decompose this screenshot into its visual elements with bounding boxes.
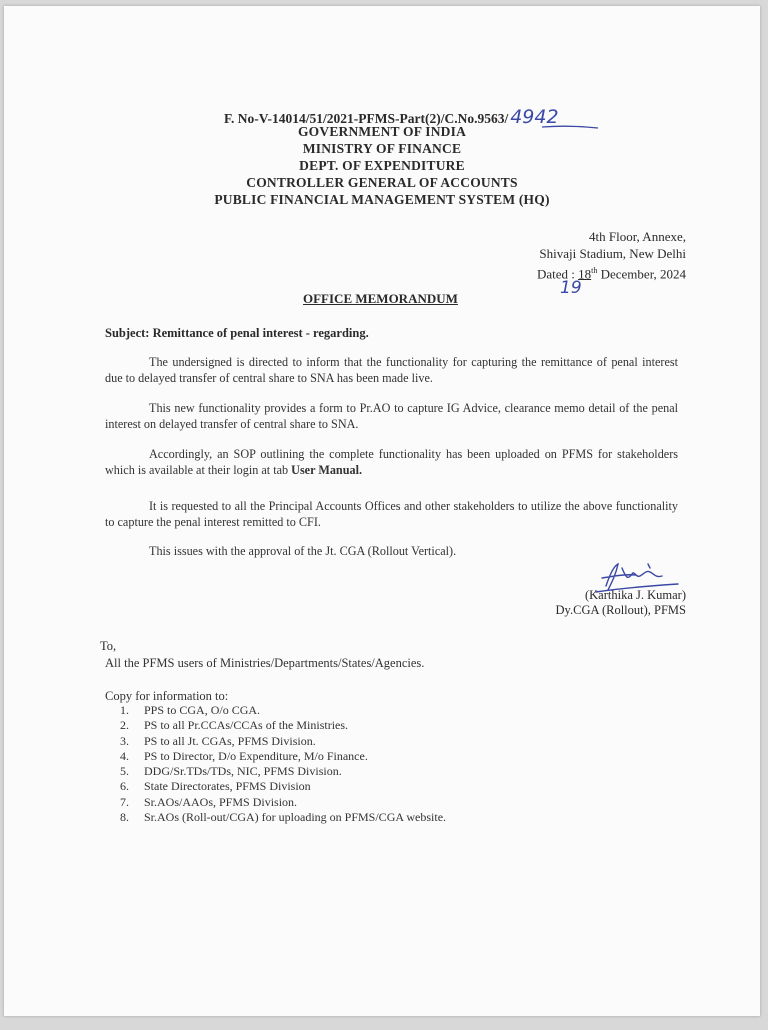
memorandum-page	[4, 6, 760, 1016]
dated-label: Dated :	[536, 266, 579, 282]
dated-day-suffix: th	[591, 266, 598, 275]
header-line-cga: CONTROLLER GENERAL OF ACCOUNTS	[246, 175, 518, 190]
document-title: OFFICE MEMORANDUM	[303, 291, 458, 306]
header-line-government: GOVERNMENT OF INDIA	[297, 124, 467, 139]
list-item-number: 2.	[120, 718, 129, 733]
file-reference-number: F. No-V-14014/51/2021-PFMS-Part(2)/C.No.9563/	[224, 111, 509, 126]
list-item	[120, 734, 446, 749]
list-item-text: PS to all Pr.CCAs/CCAs of the Ministries.	[144, 718, 349, 733]
paragraph-3-text: Accordingly, an SOP outlining the complete functionality has been uploaded on PFMS for stakeholders which is available at their login at tab	[105, 447, 678, 477]
list-item-number: 5.	[120, 764, 129, 779]
dated-day: 18	[578, 266, 592, 282]
header-line-pfms: PUBLIC FINANCIAL MANAGEMENT SYSTEM (HQ)	[214, 192, 550, 207]
list-item-number: 8.	[120, 810, 129, 825]
paragraph-2-text: This new functionality provides a form to Pr.AO to capture IG Advice, clearance memo detail of the penal interest on delayed transfer of central share to SNA.	[105, 401, 678, 431]
list-item-text: PPS to CGA, O/o CGA.	[144, 703, 261, 717]
list-item-text: DDG/Sr.TDs/TDs, NIC, PFMS Division.	[144, 764, 342, 779]
list-item-number: 6.	[120, 779, 129, 794]
to-recipients: All the PFMS users of Ministries/Departments/States/Agencies.	[105, 656, 425, 670]
copy-distribution-list	[120, 703, 446, 825]
list-item-number: 4.	[120, 748, 129, 763]
user-manual-tab-reference: User Manual.	[291, 463, 363, 477]
list-item-number: 1.	[120, 703, 129, 717]
signatory-designation: Dy.CGA (Rollout), PFMS	[555, 603, 686, 617]
list-item	[120, 749, 446, 764]
header-line-department: DEPT. OF EXPENDITURE	[299, 158, 465, 173]
list-item-text: State Directorates, PFMS Division	[144, 779, 311, 794]
handwritten-reference-number: 4942	[510, 106, 559, 128]
header-line-ministry: MINISTRY OF FINANCE	[302, 141, 462, 156]
subject-line: Subject: Remittance of penal interest - regarding.	[105, 326, 369, 340]
signatory-block	[556, 588, 686, 618]
paragraph-4	[105, 498, 678, 530]
list-item-text: Sr.AOs (Roll-out/CGA) for uploading on PFMS/CGA website.	[144, 810, 447, 825]
paragraph-1-text: The undersigned is directed to inform that the functionality for capturing the remittance of penal interest due to delayed transfer of central share to SNA has been made live.	[105, 355, 678, 385]
list-item	[120, 795, 446, 810]
dated-month-year: December, 2024	[597, 266, 686, 282]
paragraph-5-text: This issues with the approval of the Jt. CGA (Rollout Vertical).	[149, 544, 457, 558]
paragraph-1	[105, 354, 678, 386]
list-item	[120, 764, 446, 779]
list-item-text: Sr.AOs/AAOs, PFMS Division.	[144, 794, 298, 809]
handwritten-date-correction: 19	[560, 278, 582, 298]
paragraph-4-text: It is requested to all the Principal Accounts Offices and other stakeholders to utilize the above functionality to capture the penal interest remitted to CFI.	[105, 499, 678, 529]
list-item-number: 7.	[120, 794, 129, 809]
list-item-number: 3.	[120, 733, 129, 748]
list-item	[120, 779, 446, 794]
paragraph-2	[105, 400, 678, 432]
list-item-text: PS to all Jt. CGAs, PFMS Division.	[144, 733, 316, 748]
copy-label: Copy for information to:	[105, 689, 229, 703]
address-line-2: Shivaji Stadium, New Delhi	[539, 246, 686, 261]
signatory-name: (Karthika J. Kumar)	[584, 588, 686, 602]
list-item	[120, 718, 446, 733]
to-label: To,	[100, 639, 117, 653]
address-block	[537, 228, 686, 282]
list-item	[120, 810, 446, 825]
list-item	[120, 703, 446, 718]
list-item-text: PS to Director, D/o Expenditure, M/o Finance.	[144, 748, 368, 763]
paragraph-3	[105, 446, 678, 478]
address-line-1: 4th Floor, Annexe,	[589, 229, 686, 244]
